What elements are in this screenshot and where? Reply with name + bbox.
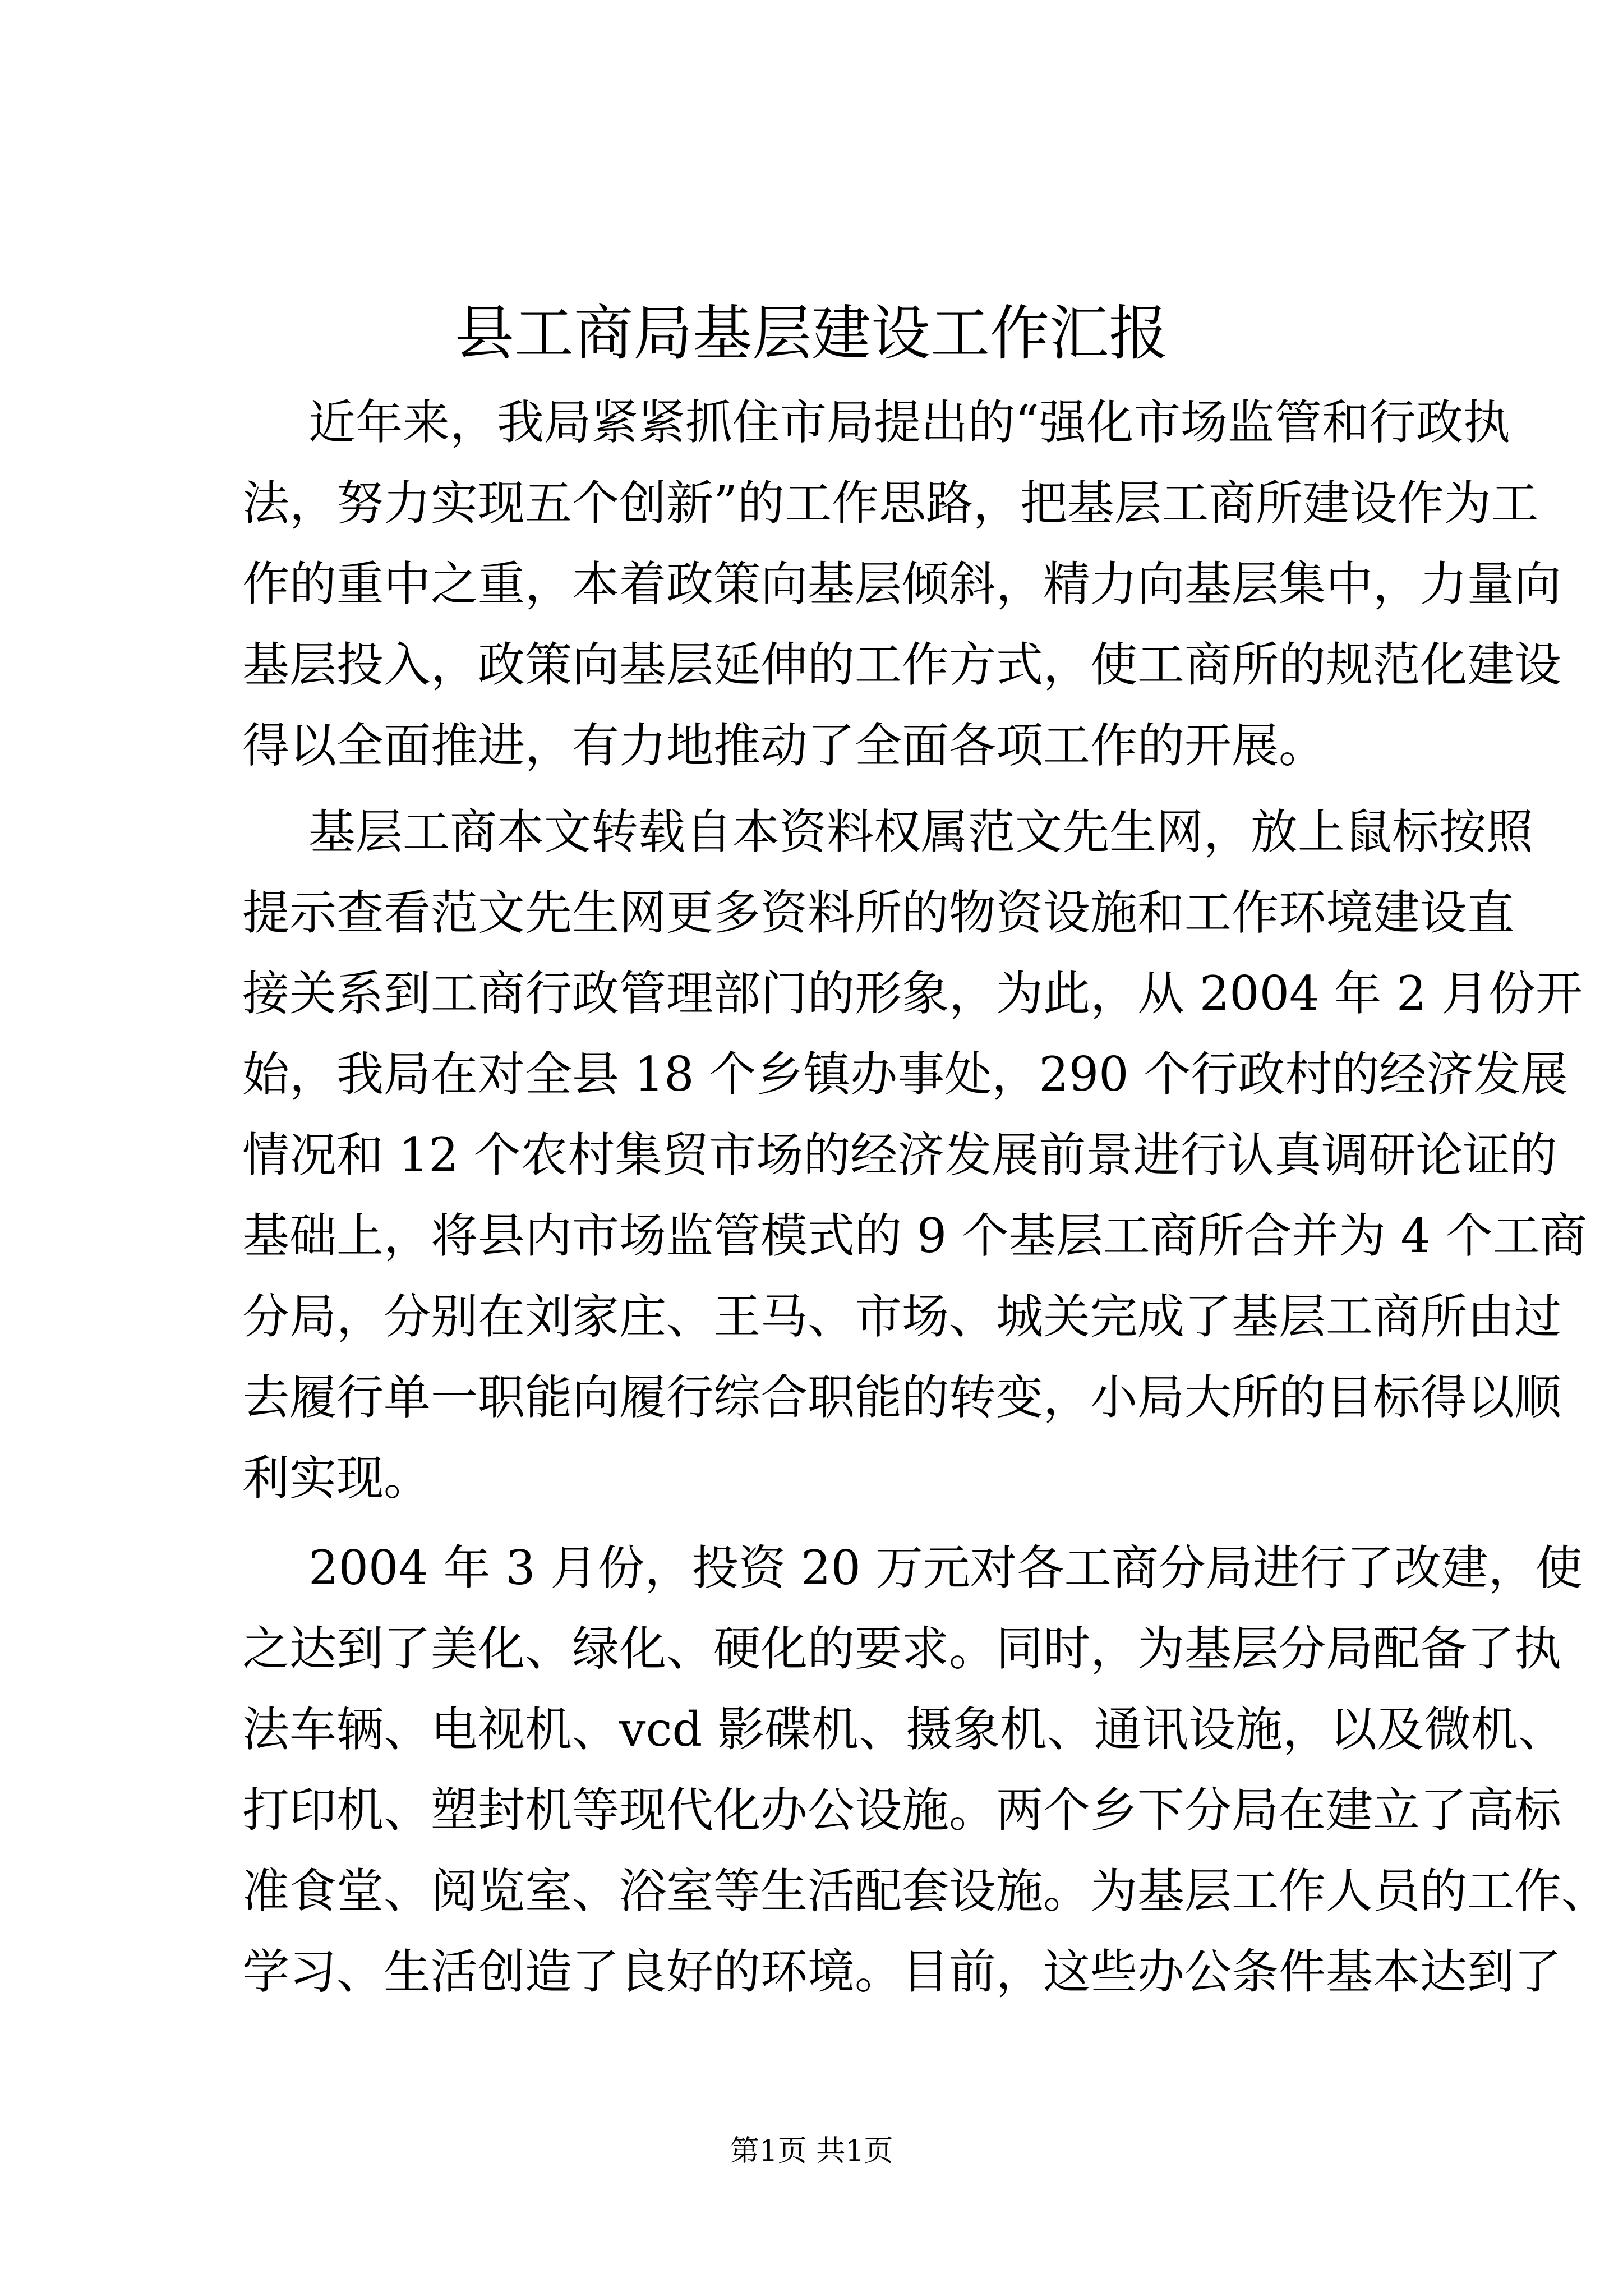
text-line: 分局，分别在刘家庄、王马、市场、城关完成了基层工商所由过 [242, 1289, 1562, 1344]
page-number-footer: 第1页 共1页 [730, 2134, 893, 2168]
text-line: 作的重中之重，本着政策向基层倾斜，精力向基层集中，力量向 [242, 556, 1562, 611]
text-line: 学习、生活创造了良好的环境。目前，这些办公条件基本达到了 [242, 1944, 1562, 1999]
text-line: 打印机、塑封机等现代化办公设施。两个乡下分局在建立了高标 [242, 1783, 1562, 1838]
text-line: 基层投入，政策向基层延伸的工作方式，使工商所的规范化建设 [242, 637, 1562, 692]
text-line: 提示查看范文先生网更多资料所的物资设施和工作环境建设直 [242, 885, 1515, 940]
document-title: 县工商局基层建设工作汇报 [455, 299, 1168, 368]
text-line: 近年来，我局紧紧抓住市局提出的“强化市场监管和行政执 [308, 395, 1510, 450]
text-line: 得以全面推进，有力地推动了全面各项工作的开展。 [242, 718, 1326, 773]
text-line: 接关系到工商行政管理部门的形象，为此，从 2004 年 2 月份开 [242, 966, 1583, 1021]
text-line: 法车辆、电视机、vcd 影碟机、摄象机、通讯设施，以及微机、 [242, 1702, 1565, 1757]
text-line: 2004 年 3 月份，投资 20 万元对各工商分局进行了改建，使 [308, 1540, 1583, 1595]
text-line: 准食堂、阅览室、浴室等生活配套设施。为基层工作人员的工作、 [242, 1864, 1609, 1918]
text-line: 基层工商本文转载自本资料权属范文先生网，放上鼠标按照 [308, 804, 1534, 859]
text-line: 情况和 12 个农村集贸市场的经济发展前景进行认真调研论证的 [242, 1128, 1557, 1182]
text-line: 基础上，将县内市场监管模式的 9 个基层工商所合并为 4 个工商 [242, 1208, 1587, 1263]
text-line: 始，我局在对全县 18 个乡镇办事处，290 个行政村的经济发展 [242, 1047, 1568, 1102]
text-line: 去履行单一职能向履行综合职能的转变，小局大所的目标得以顺 [242, 1370, 1562, 1425]
text-line: 法，努力实现五个创新”的工作思路，把基层工商所建设作为工 [242, 476, 1538, 531]
text-line: 利实现。 [242, 1451, 431, 1506]
text-line: 之达到了美化、绿化、硬化的要求。同时，为基层分局配备了执 [242, 1621, 1562, 1676]
